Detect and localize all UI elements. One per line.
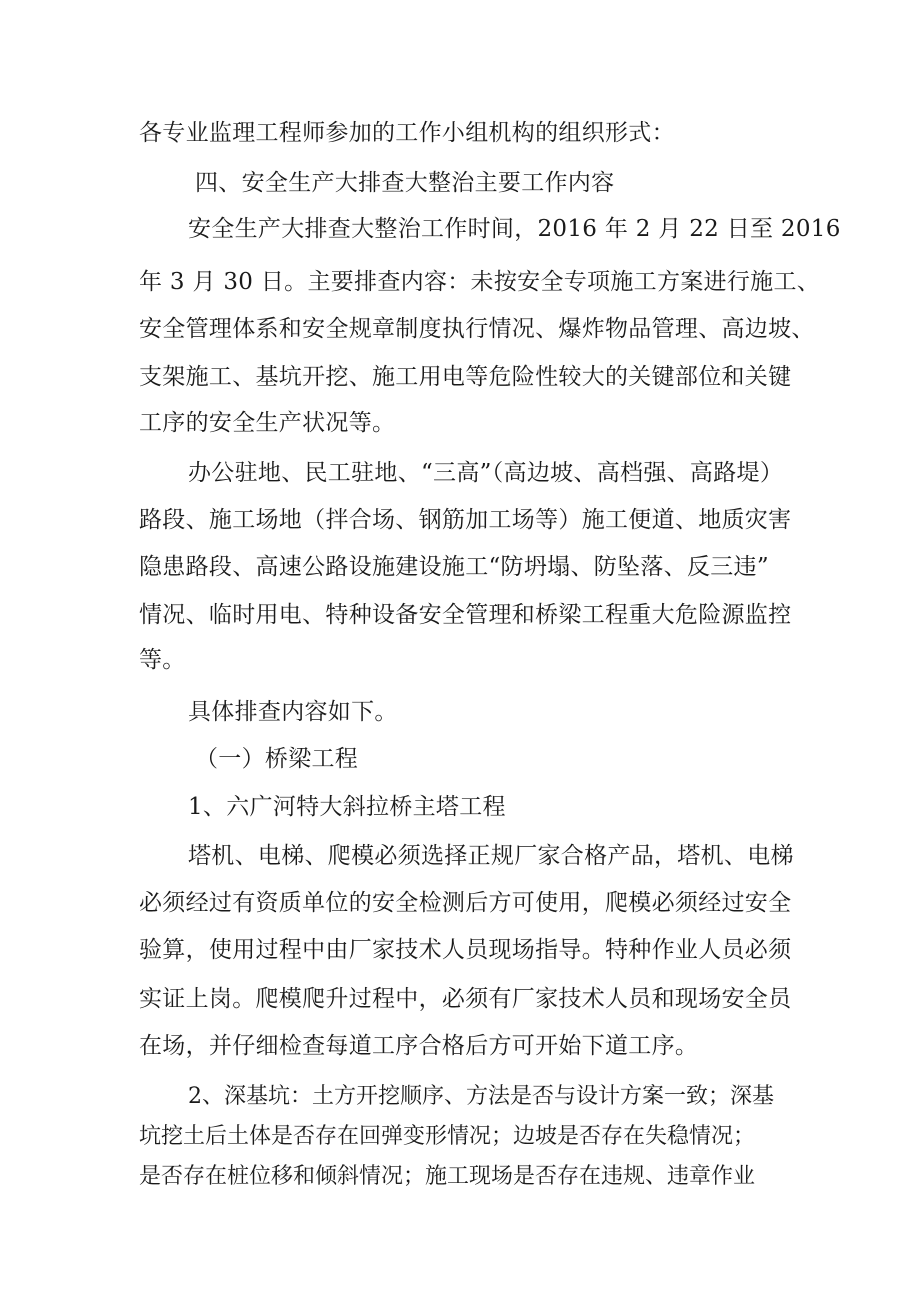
paragraph-line: 各专业监理工程师参加的工作小组机构的组织形式： bbox=[139, 120, 675, 146]
paragraph-line: 支架施工、基坑开挖、施工用电等危险性较大的关键部位和关键 bbox=[139, 364, 792, 390]
paragraph-line: 2、深基坑：土方开挖顺序、方法是否与设计方案一致；深基 bbox=[188, 1084, 774, 1109]
section-heading: 四、安全生产大排查大整治主要工作内容 bbox=[195, 170, 615, 196]
paragraph-line: 办公驻地、民工驻地、“三高”（高边坡、高档强、高路堤） bbox=[188, 460, 784, 486]
paragraph-line: 安全生产大排查大整治工作时间，2016 年 2 月 22 日至 2016 bbox=[188, 216, 841, 242]
paragraph-line: 年 3 月 30 日。主要排查内容：未按安全专项施工方案进行施工、 bbox=[139, 269, 821, 295]
paragraph-line: 具体排查内容如下。 bbox=[188, 699, 398, 725]
paragraph-line: 情况、临时用电、特种设备安全管理和桥梁工程重大危险源监控 bbox=[139, 602, 792, 628]
paragraph-line: 等。 bbox=[139, 647, 186, 673]
subsection-heading: （一）桥梁工程 bbox=[195, 746, 359, 772]
paragraph-line: 在场，并仔细检查每道工序合格后方可开始下道工序。 bbox=[139, 1033, 699, 1059]
paragraph-line: 实证上岗。爬模爬升过程中，必须有厂家技术人员和现场安全员 bbox=[139, 986, 792, 1012]
item-heading: 1、六广河特大斜拉桥主塔工程 bbox=[188, 794, 506, 820]
paragraph-line: 必须经过有资质单位的安全检测后方可使用，爬模必须经过安全 bbox=[139, 890, 792, 916]
paragraph-line: 路段、施工场地（拌合场、钢筋加工场等）施工便道、地质灾害 bbox=[139, 507, 792, 533]
paragraph-line: 塔机、电梯、爬模必须选择正规厂家合格产品，塔机、电梯 bbox=[188, 843, 794, 869]
paragraph-line: 隐患路段、高速公路设施建设施工“防坍塌、防坠落、反三违” bbox=[139, 554, 769, 580]
paragraph-line: 验算，使用过程中由厂家技术人员现场指导。特种作业人员必须 bbox=[139, 937, 792, 963]
paragraph-line: 工序的安全生产状况等。 bbox=[139, 410, 396, 436]
paragraph-line: 坑挖土后土体是否存在回弹变形情况；边坡是否存在失稳情况； bbox=[139, 1124, 756, 1149]
paragraph-line: 安全管理体系和安全规章制度执行情况、爆炸物品管理、高边坡、 bbox=[139, 316, 815, 342]
paragraph-line: 是否存在桩位移和倾斜情况；施工现场是否存在违规、违章作业 bbox=[139, 1164, 756, 1189]
